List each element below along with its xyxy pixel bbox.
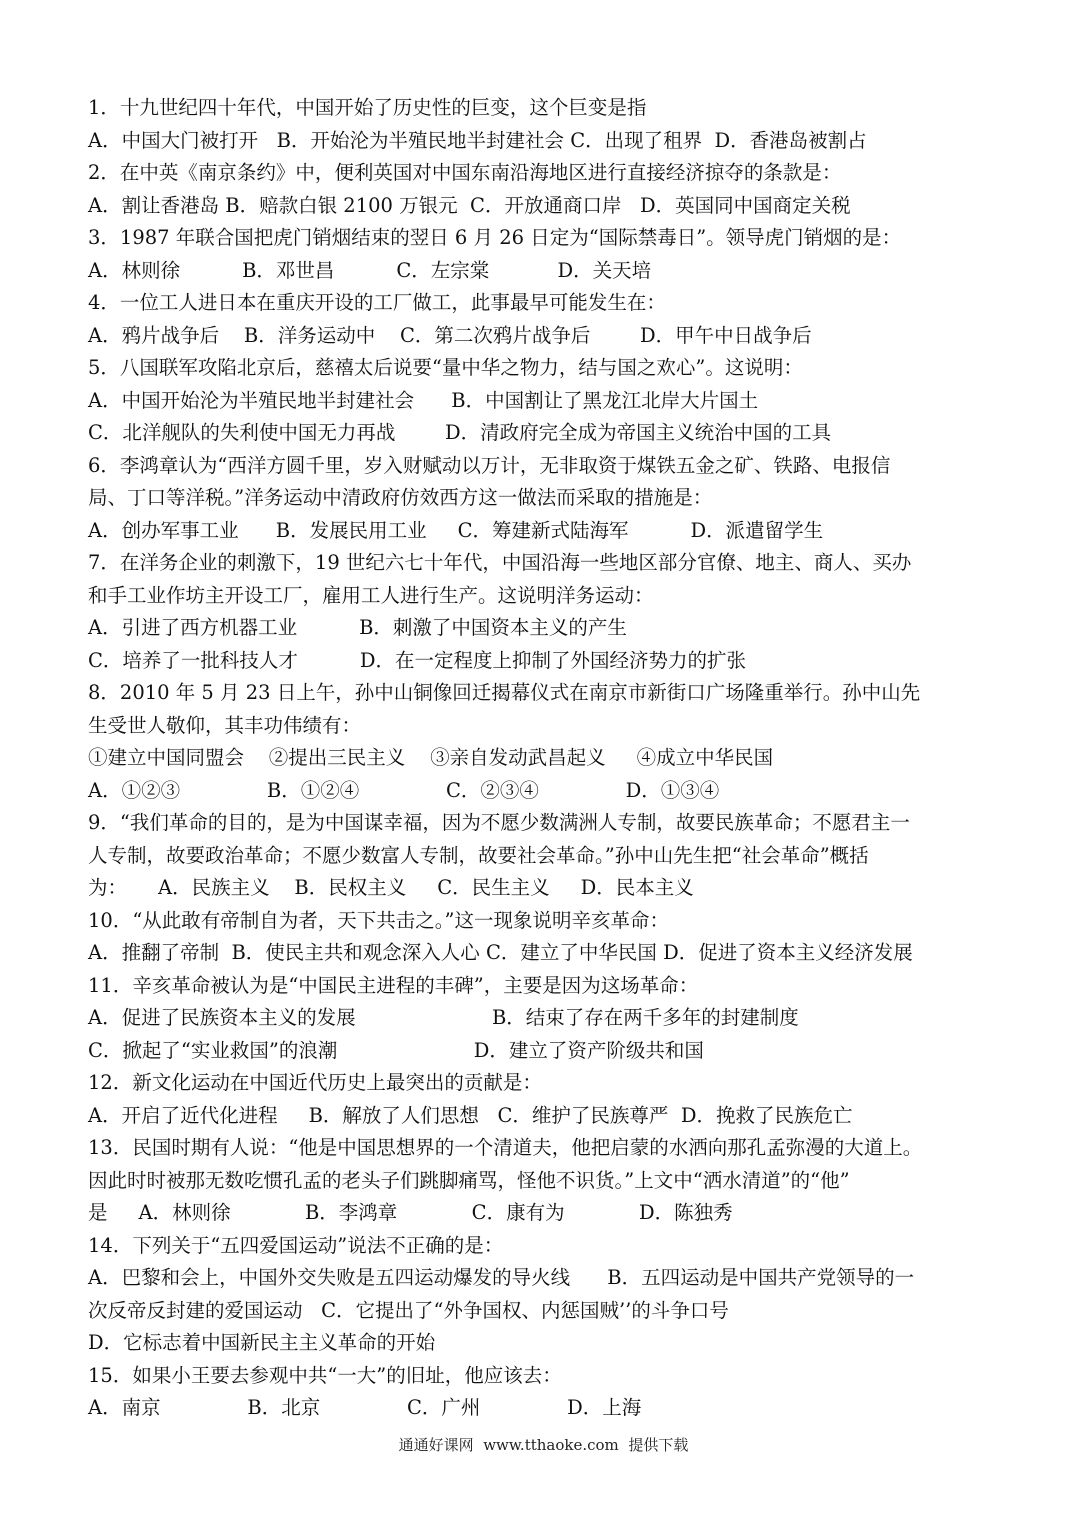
text-line: ①建立中国同盟会 ②提出三民主义 ③亲自发动武昌起义 ④成立中华民国	[88, 746, 774, 769]
text-line: 因此时时被那无数吃惯孔孟的老头子们跳脚痛骂，怪他不识货。”上文中“洒水清道”的“他”	[88, 1168, 850, 1192]
text-line: 3．1987 年联合国把虎门销烟结束的翌日 6 月 26 日定为“国际禁毒日”。领导虎门销烟的是：	[88, 226, 902, 249]
text-line: 1．十九世纪四十年代，中国开始了历史性的巨变，这个巨变是指	[88, 96, 647, 119]
text-line: A．①②③ B．①②④ C．②③④ D．①③④	[88, 778, 720, 802]
text-line: 4．一位工人进日本在重庆开设的工厂做工，此事最早可能发生在：	[88, 291, 666, 314]
text-line: A．林则徐 B．邓世昌 C．左宗棠 D．关天培	[88, 258, 652, 282]
text-line: 人专制，故要政治革命；不愿少数富人专制，故要社会革命。”孙中山先生把“社会革命”概括	[88, 843, 869, 867]
text-line: A．中国大门被打开 B．开始沦为半殖民地半封建社会 C．出现了租界 D．香港岛被割占	[88, 128, 867, 152]
text-line: A．南京 B．北京 C．广州 D．上海	[88, 1396, 642, 1419]
text-line: A．开启了近代化进程 B．解放了人们思想 C．维护了民族尊严 D．挽救了民族危亡	[88, 1103, 853, 1127]
text-line: 12．新文化运动在中国近代历史上最突出的贡献是：	[88, 1071, 542, 1094]
text-line: C．掀起了“实业救国”的浪潮 D．建立了资产阶级共和国	[88, 1038, 704, 1062]
text-line: A．割让香港岛 B．赔款白银 2100 万银元 C．开放通商口岸 D．英国同中国商定关税	[88, 193, 851, 217]
text-line: 5．八国联军攻陷北京后，慈禧太后说要“量中华之物力，结与国之欢心”。这说明：	[88, 356, 803, 379]
text-line: 13．民国时期有人说：“他是中国思想界的一个清道夫，他把启蒙的水洒向那孔孟弥漫的大道上。	[88, 1136, 923, 1159]
text-line: C．北洋舰队的失利使中国无力再战 D．清政府完全成为帝国主义统治中国的工具	[88, 421, 832, 444]
text-line: A．中国开始沦为半殖民地半封建社会 B．中国割让了黑龙江北岸大片国土	[88, 388, 759, 412]
text-line: A．促进了民族资本主义的发展 B．结束了存在两千多年的封建制度	[88, 1006, 799, 1029]
text-line: A．引进了西方机器工业 B．刺激了中国资本主义的产生	[88, 616, 627, 639]
text-line: A．创办军事工业 B．发展民用工业 C．筹建新式陆海军 D．派遣留学生	[88, 518, 824, 542]
text-line: 次反帝反封建的爱国运动 C．它提出了“外争国权、内惩国贼’’的斗争口号	[88, 1298, 729, 1322]
text-line: 和手工业作坊主开设工厂，雇用工人进行生产。这说明洋务运动：	[88, 583, 654, 607]
text-line: 6．李鸿章认为“西洋方圆千里，岁入财赋动以万计，无非取资于煤铁五金之矿、铁路、电报信	[88, 453, 891, 477]
text-line: 14．下列关于“五四爱国运动”说法不正确的是：	[88, 1233, 504, 1257]
text-line: 11．辛亥革命被认为是“中国民主进程的丰碑”，主要是因为这场革命：	[88, 973, 699, 997]
document-body	[88, 92, 1018, 1425]
text-line: D．它标志着中国新民主主义革命的开始	[88, 1331, 436, 1354]
text-line: 10．“从此敢有帝制自为者，天下共击之。”这一现象说明辛亥革命：	[88, 908, 670, 932]
text-line: 8．2010 年 5 月 23 日上午，孙中山铜像回迁揭幕仪式在南京市新街口广场隆重举行。孙中山先	[88, 681, 921, 704]
text-line: A．巴黎和会上，中国外交失败是五四运动爆发的导火线 B．五四运动是中国共产党领导的一	[88, 1266, 915, 1289]
text-line: 2．在中英《南京条约》中，便利英国对中国东南沿海地区进行直接经济掠夺的条款是：	[88, 161, 842, 184]
text-line: A．鸦片战争后 B．洋务运动中 C．第二次鸦片战争后 D．甲午中日战争后	[88, 323, 812, 347]
text-line: 生受世人敬仰，其丰功伟绩有：	[88, 713, 362, 737]
text-line: A．推翻了帝制 B．使民主共和观念深入人心 C．建立了中华民国 D．促进了资本主义经济发展	[88, 941, 913, 964]
page-footer: 通通好课网 www.tthaoke.com 提供下载	[398, 1436, 689, 1454]
text-line: 7．在洋务企业的刺激下，19 世纪六七十年代，中国沿海一些地区部分官僚、地主、商人、买办	[88, 551, 912, 574]
text-line: C．培养了一批科技人才 D．在一定程度上抑制了外国经济势力的扩张	[88, 648, 747, 672]
text-line: 是 A．林则徐 B．李鸿章 C．康有为 D．陈独秀	[88, 1201, 733, 1224]
text-line: 为： A．民族主义 B．民权主义 C．民生主义 D．民本主义	[88, 876, 694, 899]
text-line: 9．“我们革命的目的，是为中国谋幸福，因为不愿少数满洲人专制，故要民族革命；不愿君主一	[88, 811, 910, 834]
text-line: 15．如果小王要去参观中共“一大”的旧址，他应该去：	[88, 1363, 562, 1387]
text-line: 局、丁口等洋税。”洋务运动中清政府仿效西方这一做法而采取的措施是：	[88, 486, 713, 509]
